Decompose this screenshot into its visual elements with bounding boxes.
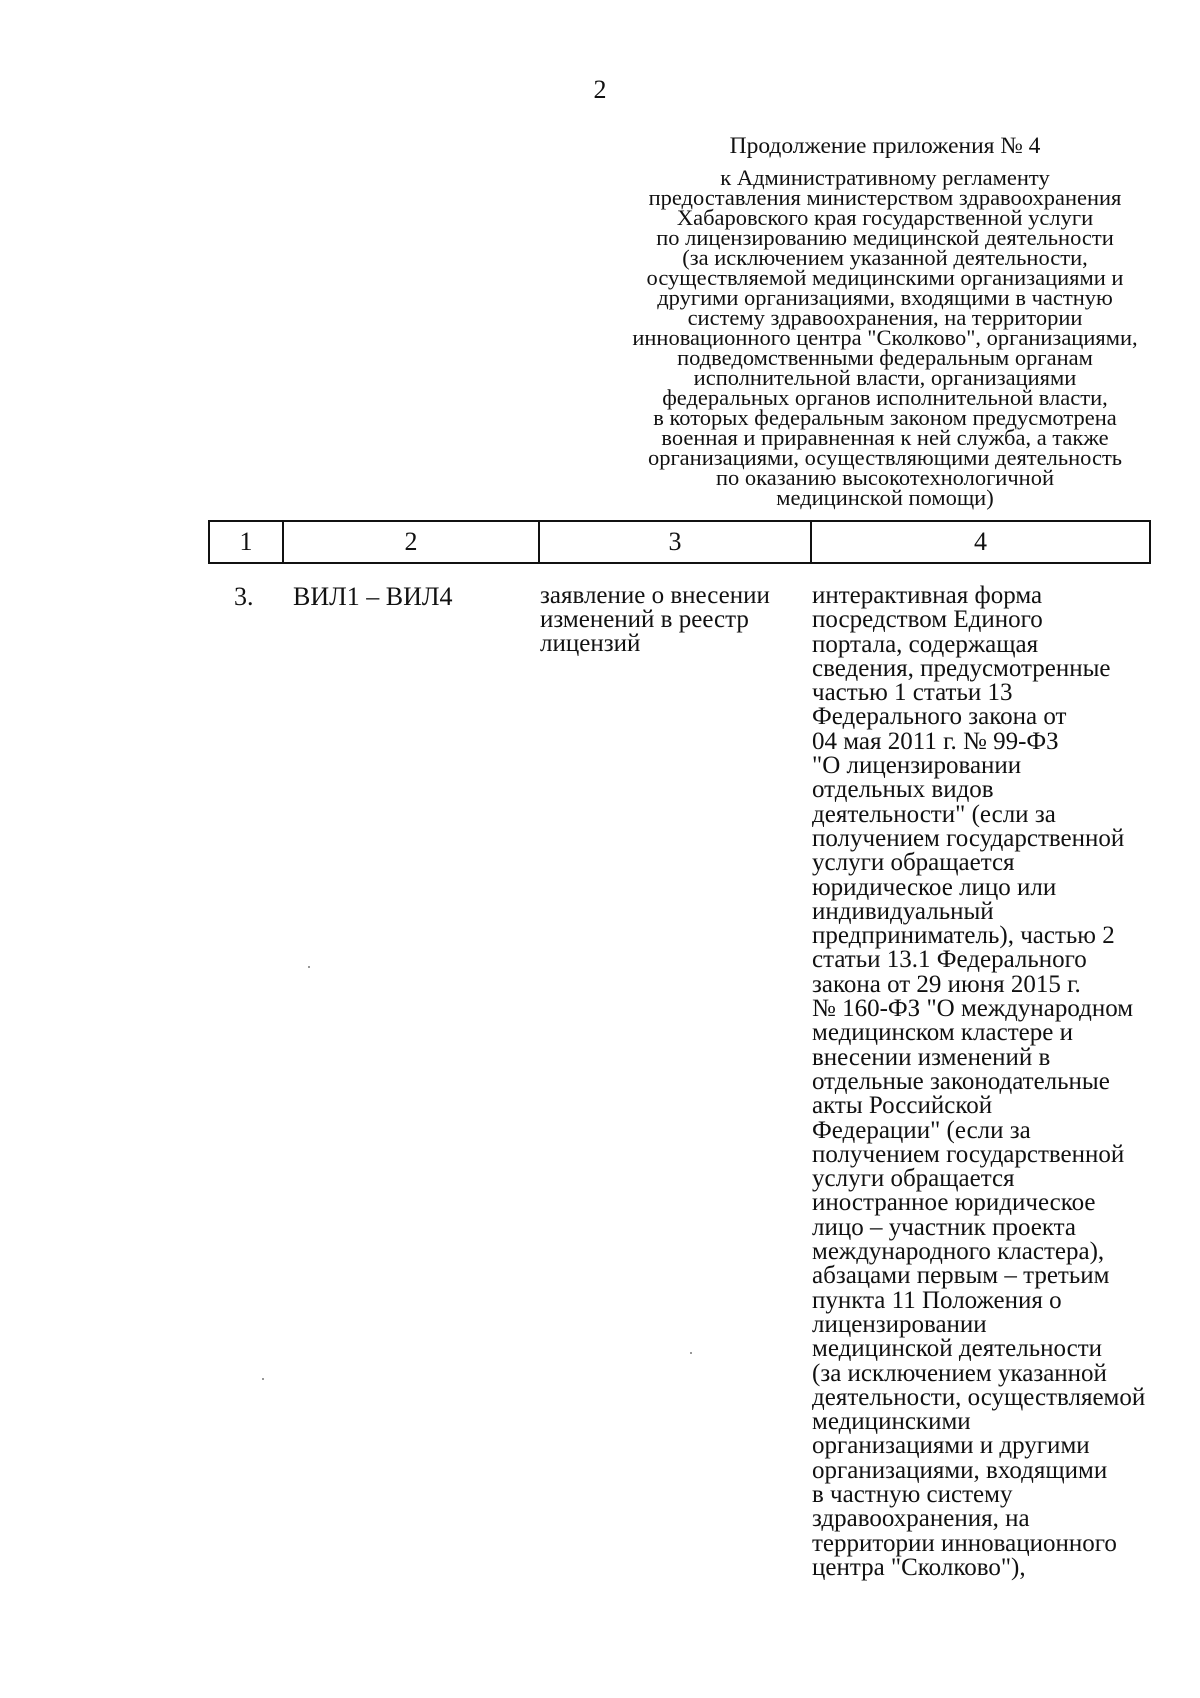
appendix-subtitle-line: к Административному регламенту <box>720 165 1050 190</box>
form-description-line: "О лицензировании <box>812 752 1022 780</box>
appendix-subtitle-line: по лицензированию медицинской деятельности <box>656 225 1114 250</box>
form-description-line: медицинскими <box>812 1408 971 1436</box>
appendix-heading <box>620 132 1150 508</box>
appendix-subtitle-line: подведомственными федеральным органам <box>677 345 1093 370</box>
form-description-line: здравоохранения, на <box>812 1505 1030 1533</box>
scan-speck <box>690 1352 692 1354</box>
form-description-line: предприниматель), частью 2 <box>812 922 1115 950</box>
form-description-line: лицо – участник проекта <box>812 1213 1077 1241</box>
appendix-subtitle-line: (за исключением указанной деятельности, <box>682 245 1088 270</box>
form-description-line: интерактивная форма <box>812 582 1043 609</box>
column-header-3: 3 <box>540 522 812 562</box>
form-description-line: индивидуальный <box>812 897 994 925</box>
column-header-2: 2 <box>284 522 540 562</box>
form-description-line: акты Российской <box>812 1092 993 1120</box>
form-description-line: (за исключением указанной <box>812 1359 1107 1387</box>
appendix-subtitle-line: в которых федеральным законом предусмотрена <box>653 405 1117 430</box>
form-description-line: получением государственной <box>812 1140 1125 1168</box>
appendix-subtitle <box>620 165 1150 510</box>
form-description-line: услуги обращается <box>812 849 1015 877</box>
appendix-subtitle-line: Хабаровского края государственной услуги <box>676 205 1094 230</box>
form-description-line: № 160-ФЗ "О международном <box>812 995 1134 1023</box>
form-description-line: внесении изменений в <box>812 1043 1051 1071</box>
row-number: 3. <box>234 582 254 611</box>
appendix-subtitle-line: систему здравоохранения, на территории <box>687 305 1083 330</box>
row-code: ВИЛ1 – ВИЛ4 <box>293 582 453 611</box>
appendix-subtitle-line: предоставления министерством здравоохранения <box>648 185 1122 210</box>
table-header-row <box>208 520 1151 564</box>
form-description-line: 04 мая 2011 г. № 99-ФЗ <box>812 727 1059 755</box>
document-name-line: изменений в реестр <box>540 606 749 633</box>
form-description-line: частью 1 статьи 13 <box>812 679 1013 707</box>
form-description-line: абзацами первым – третьим <box>812 1262 1110 1290</box>
scan-speck <box>308 966 310 968</box>
form-description-line: статьи 13.1 Федерального <box>812 946 1087 974</box>
form-description-line: сведения, предусмотренные <box>812 654 1111 682</box>
form-description-line: медицинском кластере и <box>812 1019 1073 1047</box>
form-description-line: портала, содержащая <box>812 630 1039 658</box>
appendix-subtitle-line: исполнительной власти, организациями <box>693 365 1077 390</box>
appendix-subtitle-line: организациями, осуществляющими деятельность <box>647 445 1123 470</box>
form-description-line: закона от 29 июня 2015 г. <box>812 970 1081 998</box>
form-description-line: отдельных видов <box>812 776 994 804</box>
form-description-line: иностранное юридическое <box>812 1189 1096 1217</box>
form-description-line: юридическое лицо или <box>812 873 1057 901</box>
column-header-1: 1 <box>210 522 284 562</box>
form-description-line: организациями, входящими <box>812 1456 1108 1484</box>
appendix-subtitle-line: инновационного центра "Сколково", организациями, <box>632 325 1138 350</box>
form-description-line: территории инновационного <box>812 1529 1117 1557</box>
column-header-4: 4 <box>974 527 987 556</box>
document-name-line: лицензий <box>540 630 641 657</box>
appendix-subtitle-line: по оказанию высокотехнологичной <box>715 465 1055 490</box>
form-description-line: получением государственной <box>812 824 1125 852</box>
scan-speck <box>262 1378 264 1380</box>
row-document-name <box>540 584 810 656</box>
appendix-subtitle-line: другими организациями, входящими в частную <box>657 285 1113 310</box>
form-description-line: организациями и другими <box>812 1432 1090 1460</box>
form-description-line: лицензировании <box>812 1310 987 1338</box>
row-form-description <box>812 584 1162 1580</box>
form-description-line: международного кластера), <box>812 1238 1105 1266</box>
form-description-line: отдельные законодательные <box>812 1067 1110 1095</box>
form-description-line: медицинской деятельности <box>812 1335 1103 1363</box>
appendix-subtitle-line: военная и приравненная к ней служба, а также <box>661 425 1109 450</box>
form-description-line: деятельности, осуществляемой <box>812 1383 1146 1411</box>
form-description-line: посредством Единого <box>812 606 1043 634</box>
form-description-line: пункта 11 Положения о <box>812 1286 1062 1314</box>
appendix-subtitle-line: федеральных органов исполнительной власти, <box>662 385 1108 410</box>
form-description-line: услуги обращается <box>812 1165 1015 1193</box>
form-description-line: Федерального закона от <box>812 703 1067 731</box>
appendix-title: Продолжение приложения № 4 <box>729 133 1041 159</box>
form-description-line: деятельности" (если за <box>812 800 1056 828</box>
page-number: 2 <box>593 75 607 104</box>
form-description-line: в частную систему <box>812 1480 1013 1508</box>
form-description-line: Федерации" (если за <box>812 1116 1031 1144</box>
appendix-subtitle-line: осуществляемой медицинскими организациями и <box>646 265 1124 290</box>
form-description-line: центра "Сколково"), <box>812 1553 1026 1581</box>
appendix-subtitle-line: медицинской помощи) <box>776 485 994 510</box>
document-name-line: заявление о внесении <box>540 582 770 609</box>
